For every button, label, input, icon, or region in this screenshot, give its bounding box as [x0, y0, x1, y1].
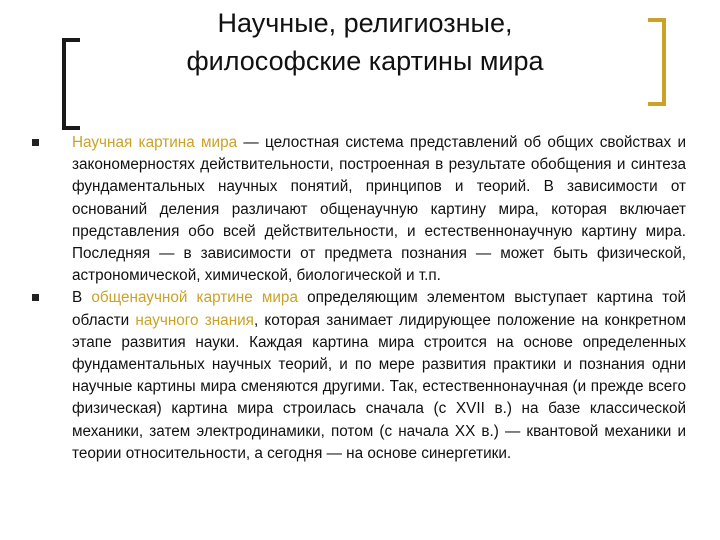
title-line-1: Научные, религиозные, [217, 8, 513, 38]
bullet-text [72, 287, 686, 465]
body-text: определяющим элементом выступает картина той области [72, 289, 686, 329]
square-bullet-icon [32, 139, 39, 146]
bullet-item-scientific-picture [30, 132, 686, 287]
square-bullet-icon [32, 294, 39, 301]
body-text: , которая занимает лидирующее положение на конкретном этапе развития науки. Каждая картина мира строится на основе определенных фундаментальных научных теорий, и по мере развития практики и познания одни научные картины мира сменяются другими. Так, естественнонаучная (и прежде всего физическая) картина мира строилась сначала (с XVII в.) на базе классической механики, затем электродинамики, потом (с начала XX в.) — квантовой механики и теории относительности, а сегодня — на основе синергетики. [72, 311, 687, 462]
body-text: — целостная система представлений об общих свойствах и закономерностях действительности, построенная в результате обобщения и синтеза фундаментальных научных понятий, принципов и теорий. В зависимости от оснований деления различают общенаучную картину мира, которая включает представления обо всей действительности, и естественнонаучную картину мира. Последняя — в зависимости от предмета познания — может быть физической, астрономической, химической, биологической и т.п. [72, 134, 686, 285]
bullet-text [72, 132, 686, 287]
highlight-term: общенаучной картине мира [91, 289, 298, 307]
bullet-item-general-scientific-picture [30, 287, 686, 465]
body-text: В [72, 289, 92, 307]
bullet-list [30, 132, 686, 465]
highlight-term: Научная картина мира [72, 134, 238, 151]
highlight-term: научного знания [135, 311, 254, 329]
left-bracket-decoration [62, 38, 80, 130]
slide-title [100, 4, 630, 80]
title-line-2: философские картины мира [186, 46, 544, 76]
right-bracket-decoration [648, 18, 666, 106]
